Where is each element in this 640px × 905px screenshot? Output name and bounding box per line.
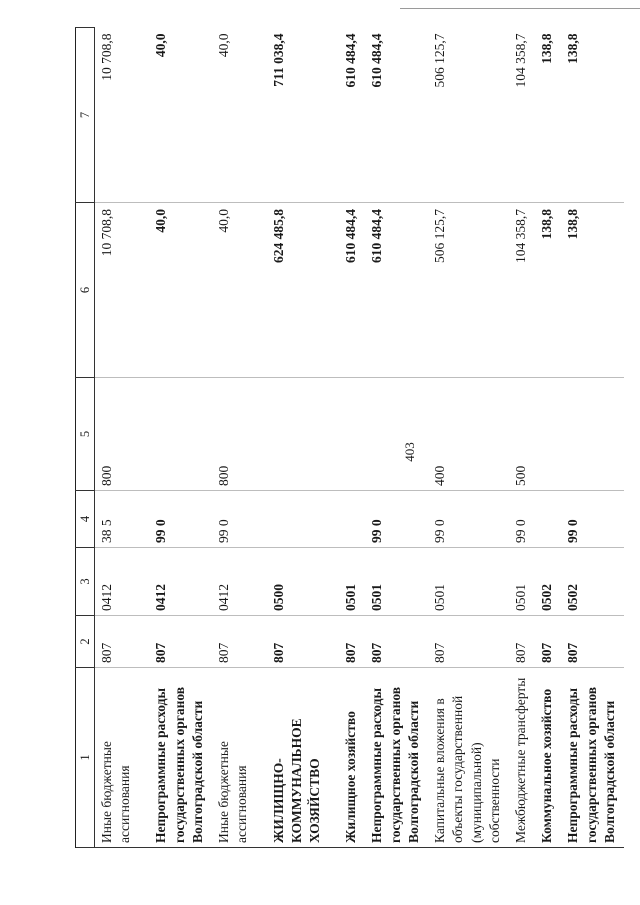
cell-col-6: 610 484,4: [365, 203, 428, 378]
row-label: Коммунальное хозяйство: [535, 668, 561, 848]
rotated-table-container: [75, 28, 617, 848]
cell-col-2: 807: [509, 616, 535, 668]
cell-col-4: 99 0: [365, 491, 428, 548]
row-label: Непрограммные расходы государственных органов Волгоградской области: [365, 668, 428, 848]
header-col-3: 3: [76, 548, 95, 616]
header-col-5: 5: [76, 378, 95, 491]
cell-col-6: 40,0: [149, 203, 212, 378]
row-label: Жилищное хозяйство: [339, 668, 365, 848]
cell-col-6: 138,8: [561, 203, 624, 378]
cell-col-7: 40,0: [212, 28, 256, 203]
cell-col-4: 99 0: [212, 491, 256, 548]
header-col-2: 2: [76, 616, 95, 668]
cell-col-2: 807: [149, 616, 212, 668]
top-rule: [400, 8, 640, 9]
cell-col-5: 800: [212, 378, 256, 491]
table-row: [535, 28, 561, 848]
cell-col-7: 40,0: [149, 28, 212, 203]
cell-col-4: 38 5: [95, 491, 140, 548]
cell-col-6: 624 485,8: [267, 203, 330, 378]
spacer-row: [139, 28, 149, 848]
cell-col-5: [267, 378, 330, 491]
cell-col-5: [535, 378, 561, 491]
cell-col-7: 711 038,4: [267, 28, 330, 203]
cell-col-3: 0501: [339, 548, 365, 616]
cell-col-7: 506 125,7: [428, 28, 509, 203]
header-row: [76, 28, 95, 848]
cell-col-7: 104 358,7: [509, 28, 535, 203]
cell-col-7: 138,8: [561, 28, 624, 203]
table-row: [509, 28, 535, 848]
cell-col-3: 0501: [428, 548, 509, 616]
cell-col-3: 0501: [365, 548, 428, 616]
table-body: [95, 28, 625, 848]
cell-col-3: 0412: [95, 548, 140, 616]
cell-col-4: 99 0: [428, 491, 509, 548]
budget-table: [75, 27, 624, 848]
row-label: Межбюджетные трансферты: [509, 668, 535, 848]
page-number: 403: [402, 442, 417, 462]
spacer-row: [329, 28, 339, 848]
table-row: [212, 28, 256, 848]
cell-col-6: 10 708,8: [95, 203, 140, 378]
cell-col-6: 40,0: [212, 203, 256, 378]
row-label: Непрограммные расходы государственных органов Волгоградской области: [149, 668, 212, 848]
cell-col-6: 610 484,4: [339, 203, 365, 378]
cell-col-7: 10 708,8: [95, 28, 140, 203]
cell-col-5: [365, 378, 428, 491]
table-row: [267, 28, 330, 848]
cell-col-6: 138,8: [535, 203, 561, 378]
cell-col-3: 0502: [561, 548, 624, 616]
table-row: [149, 28, 212, 848]
cell-col-2: 807: [339, 616, 365, 668]
row-label: Непрограммные расходы государственных органов Волгоградской области: [561, 668, 624, 848]
row-label: ЖИЛИЩНО-КОММУНАЛЬНОЕ ХОЗЯЙСТВО: [267, 668, 330, 848]
cell-col-5: [561, 378, 624, 491]
cell-col-4: 99 0: [561, 491, 624, 548]
table-row: [365, 28, 428, 848]
header-col-6: 6: [76, 203, 95, 378]
cell-col-2: 807: [535, 616, 561, 668]
header-col-4: 4: [76, 491, 95, 548]
cell-col-4: [339, 491, 365, 548]
cell-col-2: 807: [561, 616, 624, 668]
cell-col-2: 807: [212, 616, 256, 668]
header-col-7: 7: [76, 28, 95, 203]
table-row: [561, 28, 624, 848]
table-row: [95, 28, 140, 848]
cell-col-4: 99 0: [149, 491, 212, 548]
cell-col-5: [149, 378, 212, 491]
cell-col-5: 500: [509, 378, 535, 491]
cell-col-2: 807: [365, 616, 428, 668]
header-col-1: 1: [76, 668, 95, 848]
cell-col-5: 400: [428, 378, 509, 491]
cell-col-7: 610 484,4: [339, 28, 365, 203]
spacer-row: [257, 28, 267, 848]
cell-col-3: 0412: [149, 548, 212, 616]
cell-col-6: 506 125,7: [428, 203, 509, 378]
cell-col-3: 0412: [212, 548, 256, 616]
row-label: Иные бюджетные ассигнования: [212, 668, 256, 848]
cell-col-2: 807: [267, 616, 330, 668]
cell-col-2: 807: [95, 616, 140, 668]
cell-col-7: 138,8: [535, 28, 561, 203]
cell-col-4: [535, 491, 561, 548]
cell-col-4: [267, 491, 330, 548]
cell-col-5: 800: [95, 378, 140, 491]
cell-col-3: 0501: [509, 548, 535, 616]
cell-col-3: 0500: [267, 548, 330, 616]
cell-col-2: 807: [428, 616, 509, 668]
cell-col-5: [339, 378, 365, 491]
row-label: Иные бюджетные ассигнования: [95, 668, 140, 848]
cell-col-7: 610 484,4: [365, 28, 428, 203]
cell-col-4: 99 0: [509, 491, 535, 548]
table-row: [428, 28, 509, 848]
table-row: [339, 28, 365, 848]
cell-col-3: 0502: [535, 548, 561, 616]
row-label: Капитальные вложения в объекты государственной (муниципальной) собственности: [428, 668, 509, 848]
cell-col-6: 104 358,7: [509, 203, 535, 378]
